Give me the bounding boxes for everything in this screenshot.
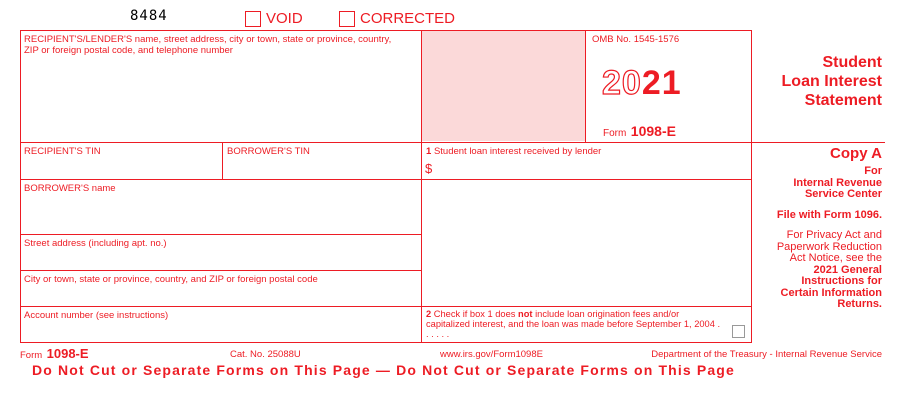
void-label: VOID xyxy=(266,10,303,27)
box2-label xyxy=(426,309,721,339)
footer-form-id xyxy=(20,345,89,363)
instr-line2: Instructions for xyxy=(801,275,882,287)
corrected-label: CORRECTED xyxy=(360,10,456,27)
box2-pre: Check if box 1 does xyxy=(433,309,516,319)
footer-form-name: 1098-E xyxy=(46,346,89,361)
box2-post: include loan origination fees and/or capitalized interest, and the loan was made before September 1, 2004 xyxy=(426,309,715,329)
irs-url[interactable]: www.irs.gov/Form1098E xyxy=(440,349,543,360)
copy-instructions xyxy=(752,166,882,311)
form-title xyxy=(752,53,882,110)
catalog-number: Cat. No. 25088U xyxy=(230,349,301,360)
form-title-line3: Statement xyxy=(804,92,882,109)
form-number: 8484 xyxy=(130,8,168,24)
box1-label xyxy=(426,146,601,157)
tax-year-outline: 20 xyxy=(602,64,642,102)
void-checkbox[interactable] xyxy=(245,11,261,27)
irs-line2: Service Center xyxy=(804,188,882,200)
form-title-line2: Loan Interest xyxy=(781,73,882,90)
form-id-label: Form xyxy=(603,128,627,139)
privacy-line2: Paperwork Reduction xyxy=(776,240,882,253)
for-text: For xyxy=(864,165,882,177)
omb-number: OMB No. 1545-1576 xyxy=(592,34,680,45)
copy-label: Copy A xyxy=(830,145,882,162)
footer-form-label: Form xyxy=(20,350,43,361)
box1-number: 1 xyxy=(426,146,432,157)
privacy-line3: Act Notice, see the xyxy=(789,252,882,264)
city-label: City or town, state or province, country, and ZIP or foreign postal code xyxy=(24,274,318,285)
instr-line4: Returns. xyxy=(837,298,882,310)
account-number-label: Account number (see instructions) xyxy=(24,310,169,321)
department-text: Department of the Treasury - Internal Revenue Service xyxy=(651,349,882,360)
box2-checkbox[interactable] xyxy=(732,325,745,338)
box2-dots: . . . . . . xyxy=(426,319,721,339)
irs-line1: Internal Revenue xyxy=(793,176,882,189)
instr-line3: Certain Information xyxy=(780,286,882,299)
street-address-label: Street address (including apt. no.) xyxy=(24,238,167,249)
recipient-tin-label: RECIPIENT'S TIN xyxy=(24,146,101,157)
recipient-name-field[interactable] xyxy=(22,60,419,140)
do-not-cut-warning: Do Not Cut or Separate Forms on This Page — Do Not Cut or Separate Forms on This Page xyxy=(32,362,735,378)
recipient-name-label: RECIPIENT'S/LENDER'S name, street address, city or town, state or province, country, ZIP or foreign postal code, and telephone number xyxy=(24,34,392,56)
box1-text: Student loan interest received by lender xyxy=(433,146,602,157)
borrower-tin-label: BORROWER'S TIN xyxy=(227,146,310,157)
instr-line1: 2021 General xyxy=(813,263,882,276)
shaded-box xyxy=(421,31,585,141)
box2-number: 2 xyxy=(426,309,432,319)
form-id-name: 1098-E xyxy=(630,123,676,139)
corrected-checkbox[interactable] xyxy=(339,11,355,27)
tax-year xyxy=(602,64,682,103)
file-with: File with Form 1096. xyxy=(776,208,882,221)
form-title-line1: Student xyxy=(822,54,882,71)
form-id xyxy=(603,123,676,141)
tax-year-bold: 21 xyxy=(641,64,682,102)
box2-not: not xyxy=(518,309,533,319)
box1-dollar: $ xyxy=(425,161,433,176)
privacy-line1: For Privacy Act and xyxy=(786,229,882,241)
borrower-name-label: BORROWER'S name xyxy=(24,183,116,194)
box1-amount-field[interactable] xyxy=(436,158,748,178)
